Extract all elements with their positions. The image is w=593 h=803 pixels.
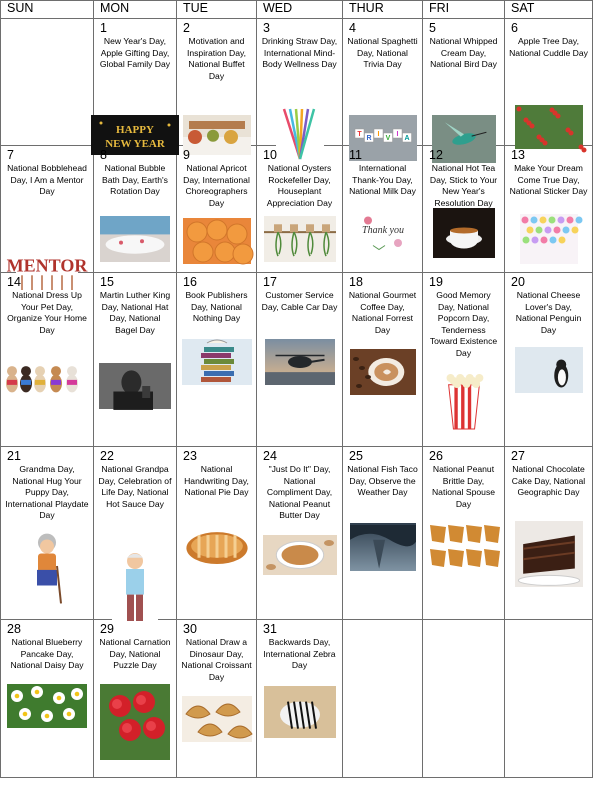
day-observances: National Dress Up Your Pet Day, Organize Your Home Day: [7, 290, 87, 335]
day-number: 18: [349, 275, 363, 289]
day-number: 17: [263, 275, 277, 289]
day-cell[interactable]: [94, 620, 177, 778]
day-observances: "Just Do It" Day, National Compliment Day, National Peanut Butter Day: [266, 464, 333, 521]
svg-text:V: V: [385, 135, 390, 142]
day-observances: National Oysters Rockefeller Day, Houseplant Appreciation Day: [266, 163, 333, 208]
day-observances: Apple Tree Day, National Cuddle Day: [509, 36, 588, 58]
chocolate-cake-image: [515, 521, 583, 592]
svg-text:MENTOR: MENTOR: [6, 255, 88, 276]
weekday-header: FRI: [423, 1, 505, 19]
day-number: 6: [511, 21, 518, 35]
daisies-image: [7, 684, 87, 733]
day-number: 5: [429, 21, 436, 35]
day-number: 12: [429, 148, 443, 162]
day-cell[interactable]: [423, 620, 505, 778]
day-cell[interactable]: [1, 620, 94, 778]
day-cell[interactable]: [257, 620, 343, 778]
day-number: 19: [429, 275, 443, 289]
day-cell[interactable]: [94, 273, 177, 447]
day-cell[interactable]: [94, 19, 177, 150]
day-number: 30: [183, 622, 197, 636]
day-number: 20: [511, 275, 525, 289]
day-number: 13: [511, 148, 525, 162]
dressed-dogs-image: [4, 357, 90, 406]
day-cell[interactable]: [257, 146, 343, 273]
day-number: 9: [183, 148, 190, 162]
day-observances: National Hot Tea Day, Stick to Your New Year's Resolution Day: [429, 163, 498, 208]
grandpa-cartoon-image: [112, 545, 158, 630]
day-cell[interactable]: [343, 620, 423, 778]
day-observances: National Spaghetti Day, National Trivia Day: [347, 36, 418, 70]
day-observances: Make Your Dream Come True Day, National Sticker Day: [509, 163, 588, 197]
day-observances: National Fish Taco Day, Observe the Weather Day: [347, 464, 418, 498]
day-cell[interactable]: [1, 19, 94, 146]
stickers-image: [520, 214, 578, 269]
svg-text:Thank you: Thank you: [361, 225, 404, 236]
day-observances: Book Publishers Day, National Nothing Day: [185, 290, 248, 324]
week-row: [1, 19, 593, 146]
day-number: 15: [100, 275, 114, 289]
day-cell[interactable]: [257, 273, 343, 447]
zebra-image: [264, 686, 336, 743]
day-cell[interactable]: [423, 146, 505, 273]
peanut-butter-image: [263, 535, 337, 580]
croissants-image: [182, 696, 252, 747]
day-observances: National Carnation Day, National Puzzle Day: [99, 637, 171, 671]
day-cell[interactable]: [94, 146, 177, 273]
weekday-header: SUN: [1, 1, 94, 19]
day-cell[interactable]: [505, 447, 593, 620]
bubble-bath-image: [100, 216, 170, 267]
day-cell[interactable]: [423, 273, 505, 447]
day-number: 7: [7, 148, 14, 162]
day-cell[interactable]: [177, 19, 257, 146]
day-number: 16: [183, 275, 197, 289]
day-number: 11: [349, 148, 362, 162]
day-observances: Grandma Day, National Hug Your Puppy Day, International Playdate Day: [5, 464, 89, 521]
day-cell[interactable]: [423, 447, 505, 620]
day-number: 28: [7, 622, 21, 636]
day-cell[interactable]: [257, 447, 343, 620]
svg-text:HAPPY: HAPPY: [116, 124, 154, 136]
day-cell[interactable]: [177, 273, 257, 447]
day-observances: Backwards Day, International Zebra Day: [263, 637, 336, 671]
day-number: 26: [429, 449, 443, 463]
day-cell[interactable]: [423, 19, 505, 146]
apricots-image: [183, 218, 251, 269]
day-number: 29: [100, 622, 114, 636]
day-cell[interactable]: [1, 146, 94, 276]
pie-image: [183, 525, 251, 572]
day-observances: Customer Service Day, Cable Car Day: [261, 290, 338, 312]
weekday-header: THUR: [343, 1, 423, 19]
day-observances: National Chocolate Cake Day, National Geographic Day: [511, 464, 586, 498]
day-observances: National Apricot Day, International Choreographers Day: [183, 163, 250, 208]
day-observances: National Cheese Lover's Day, National Penguin Day: [515, 290, 582, 335]
day-number: 1: [100, 21, 107, 35]
day-number: 21: [7, 449, 21, 463]
day-observances: International Thank-You Day, National Milk Day: [349, 163, 416, 197]
day-observances: National Blueberry Pancake Day, National Daisy Day: [10, 637, 84, 671]
day-observances: Good Memory Day, National Popcorn Day, Tenderness Toward Existence Day: [429, 290, 498, 358]
day-observances: Drinking Straw Day, International Mind-Body Wellness Day: [261, 36, 338, 70]
day-cell[interactable]: [343, 447, 423, 620]
grandma-cartoon-image: [26, 527, 68, 610]
day-cell[interactable]: [1, 273, 94, 447]
weekday-header: SAT: [505, 1, 593, 19]
day-cell[interactable]: [94, 447, 177, 620]
svg-text:I: I: [396, 131, 398, 138]
day-observances: National Bubble Bath Day, Earth's Rotation Day: [102, 163, 168, 197]
day-observances: Martin Luther King Day, National Hat Day, National Bagel Day: [99, 290, 171, 335]
day-observances: National Whipped Cream Day, National Bird Day: [429, 36, 498, 70]
day-number: 31: [263, 622, 277, 636]
popcorn-image: [440, 361, 488, 434]
day-number: 27: [511, 449, 525, 463]
svg-text:I: I: [377, 131, 379, 138]
svg-text:NEW YEAR: NEW YEAR: [105, 138, 165, 150]
coffee-cup-image: [350, 349, 416, 400]
thank-you-card-image: [358, 208, 408, 263]
weekday-header: WED: [257, 1, 343, 19]
week-row: [1, 447, 593, 620]
day-number: 24: [263, 449, 277, 463]
svg-text:T: T: [356, 131, 362, 138]
helicopter-image: [265, 339, 335, 390]
day-number: 3: [263, 21, 270, 35]
svg-text:R: R: [365, 135, 372, 142]
svg-text:A: A: [403, 135, 410, 142]
day-cell[interactable]: [343, 146, 423, 273]
day-number: 14: [7, 275, 21, 289]
day-cell[interactable]: [343, 19, 423, 146]
day-cell[interactable]: [177, 447, 257, 620]
day-observances: National Bobblehead Day, I Am a Mentor Day: [7, 163, 87, 197]
day-cell[interactable]: [505, 273, 593, 447]
mlk-photo-image: [99, 363, 171, 414]
day-observances: National Grandpa Day, Celebration of Life Day, National Hot Sauce Day: [98, 464, 172, 509]
day-number: 25: [349, 449, 363, 463]
weekday-header-row: [1, 1, 593, 19]
day-observances: Motivation and Inspiration Day, National Buffet Day: [186, 36, 247, 81]
day-observances: National Peanut Brittle Day, National Spouse Day: [431, 464, 496, 509]
hot-tea-image: [433, 208, 495, 263]
day-observances: National Draw a Dinosaur Day, National Croissant Day: [181, 637, 252, 682]
weekday-header: MON: [94, 1, 177, 19]
day-cell[interactable]: [505, 620, 593, 778]
day-number: 22: [100, 449, 114, 463]
day-number: 2: [183, 21, 190, 35]
houseplants-image: [264, 216, 336, 267]
day-number: 4: [349, 21, 356, 35]
week-row: [1, 273, 593, 447]
carnations-image: [100, 684, 170, 765]
day-cell[interactable]: [177, 620, 257, 778]
day-number: 23: [183, 449, 197, 463]
week-row: [1, 620, 593, 778]
day-observances: New Year's Day, Apple Gifting Day, Global Family Day: [99, 36, 171, 70]
day-number: 10: [263, 148, 277, 162]
day-cell[interactable]: [505, 146, 593, 273]
day-cell[interactable]: [505, 19, 593, 146]
peanut-brittle-image: [428, 521, 500, 576]
day-cell[interactable]: [343, 273, 423, 447]
day-observances: National Gourmet Coffee Day, National Forrest Day: [348, 290, 417, 335]
penguin-image: [515, 347, 583, 398]
day-observances: National Handwriting Day, National Pie Day: [184, 464, 249, 498]
day-number: 8: [100, 148, 107, 162]
book-stack-image: [182, 339, 252, 390]
day-cell[interactable]: [257, 19, 343, 146]
storm-clouds-image: [350, 523, 416, 576]
day-cell[interactable]: [177, 146, 257, 273]
week-row: [1, 146, 593, 273]
day-cell[interactable]: [1, 447, 94, 620]
weekday-header: TUE: [177, 1, 257, 19]
